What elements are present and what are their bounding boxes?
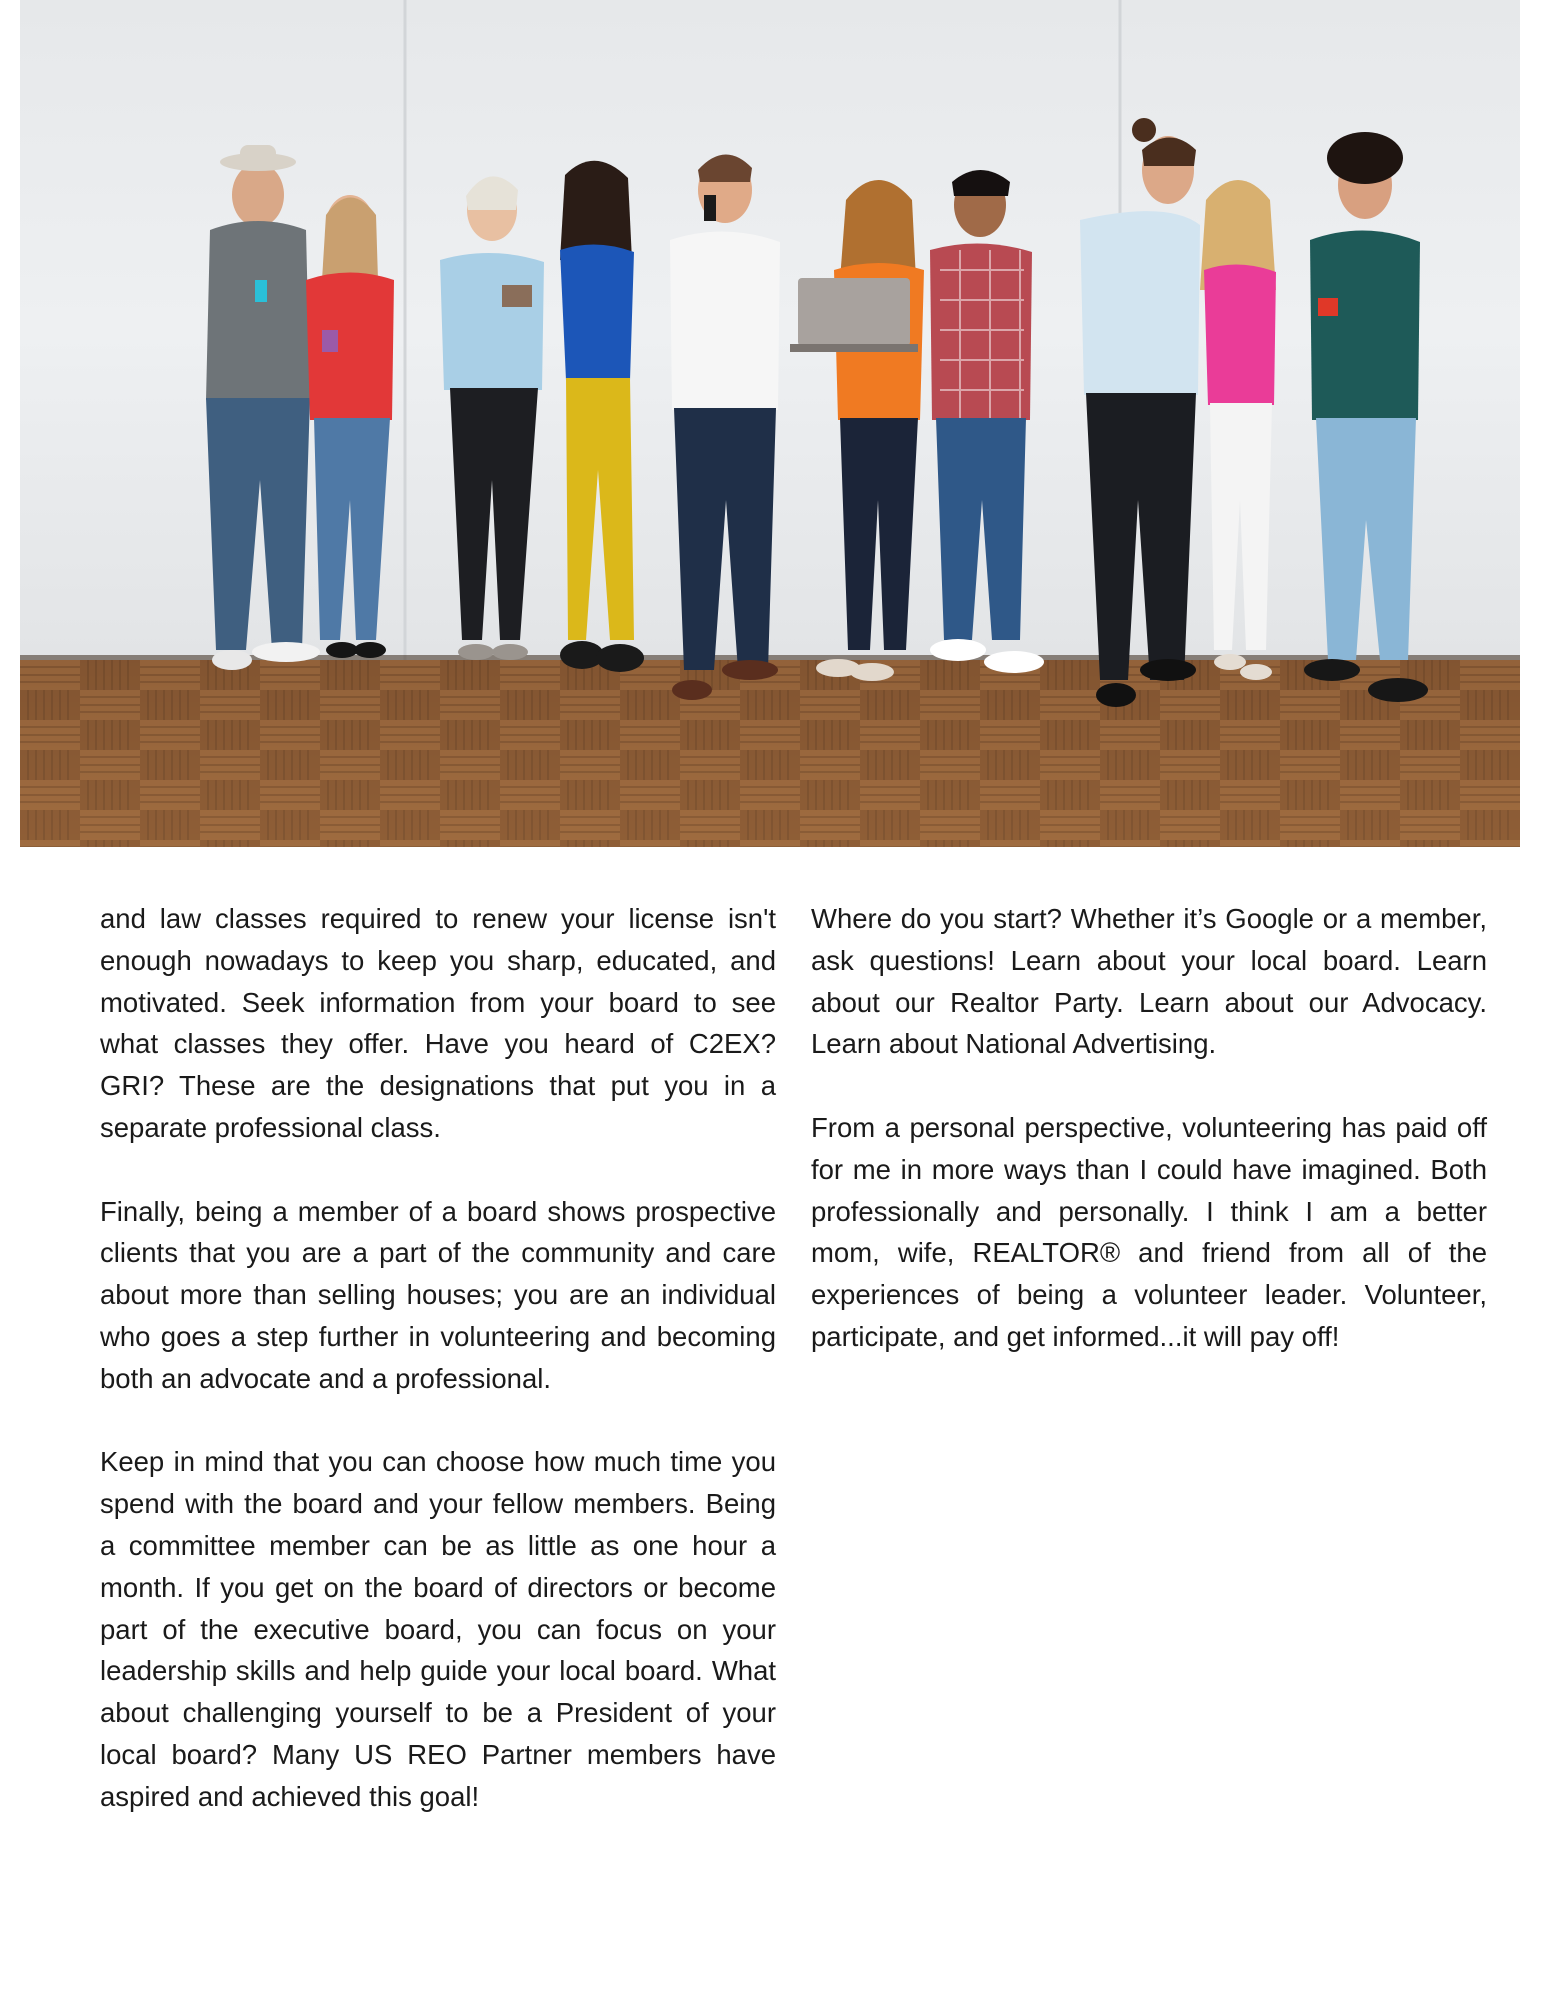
- paragraph: Where do you start? Whether it’s Google or a member, ask questions! Learn about your local board. Learn about our Realtor Party. Learn about our Advocacy. Learn about National Advertising.: [811, 903, 1487, 1060]
- paragraph: and law classes required to renew your license isn't enough nowadays to keep you sharp, educated, and motivated. Seek information from your board to see what classes they offer. Have you heard of C2EX? GRI? These are the designations that put you in a separate professional class.: [100, 903, 776, 1143]
- hero-group-photo: [20, 0, 1520, 847]
- article-right-column: [811, 898, 1487, 1358]
- paragraph: From a personal perspective, volunteering has paid off for me in more ways than I could have imagined. Both professionally and personally. I think I am a better mom, wife, REALTOR® and friend from all of the experiences of being a volunteer leader. Volunteer, participate, and get informed...it will pay off!: [811, 1111, 1487, 1352]
- article-left-column: [100, 898, 776, 1818]
- paragraph: Keep in mind that you can choose how much time you spend with the board and your fellow members. Being a committee member can be as little as one hour a month. If you get on the board of directors or become part of the executive board, you can focus on your leadership skills and help guide your local board. What about challenging yourself to be a President of your local board? Many US REO Partner members have aspired and achieved this goal!: [100, 1446, 776, 1812]
- parquet-floor: [20, 660, 1520, 847]
- paragraph: Finally, being a member of a board shows prospective clients that you are a part of the community and care about more than selling houses; you are an individual who goes a step further in volunteering and becoming both an advocate and a professional.: [100, 1195, 776, 1394]
